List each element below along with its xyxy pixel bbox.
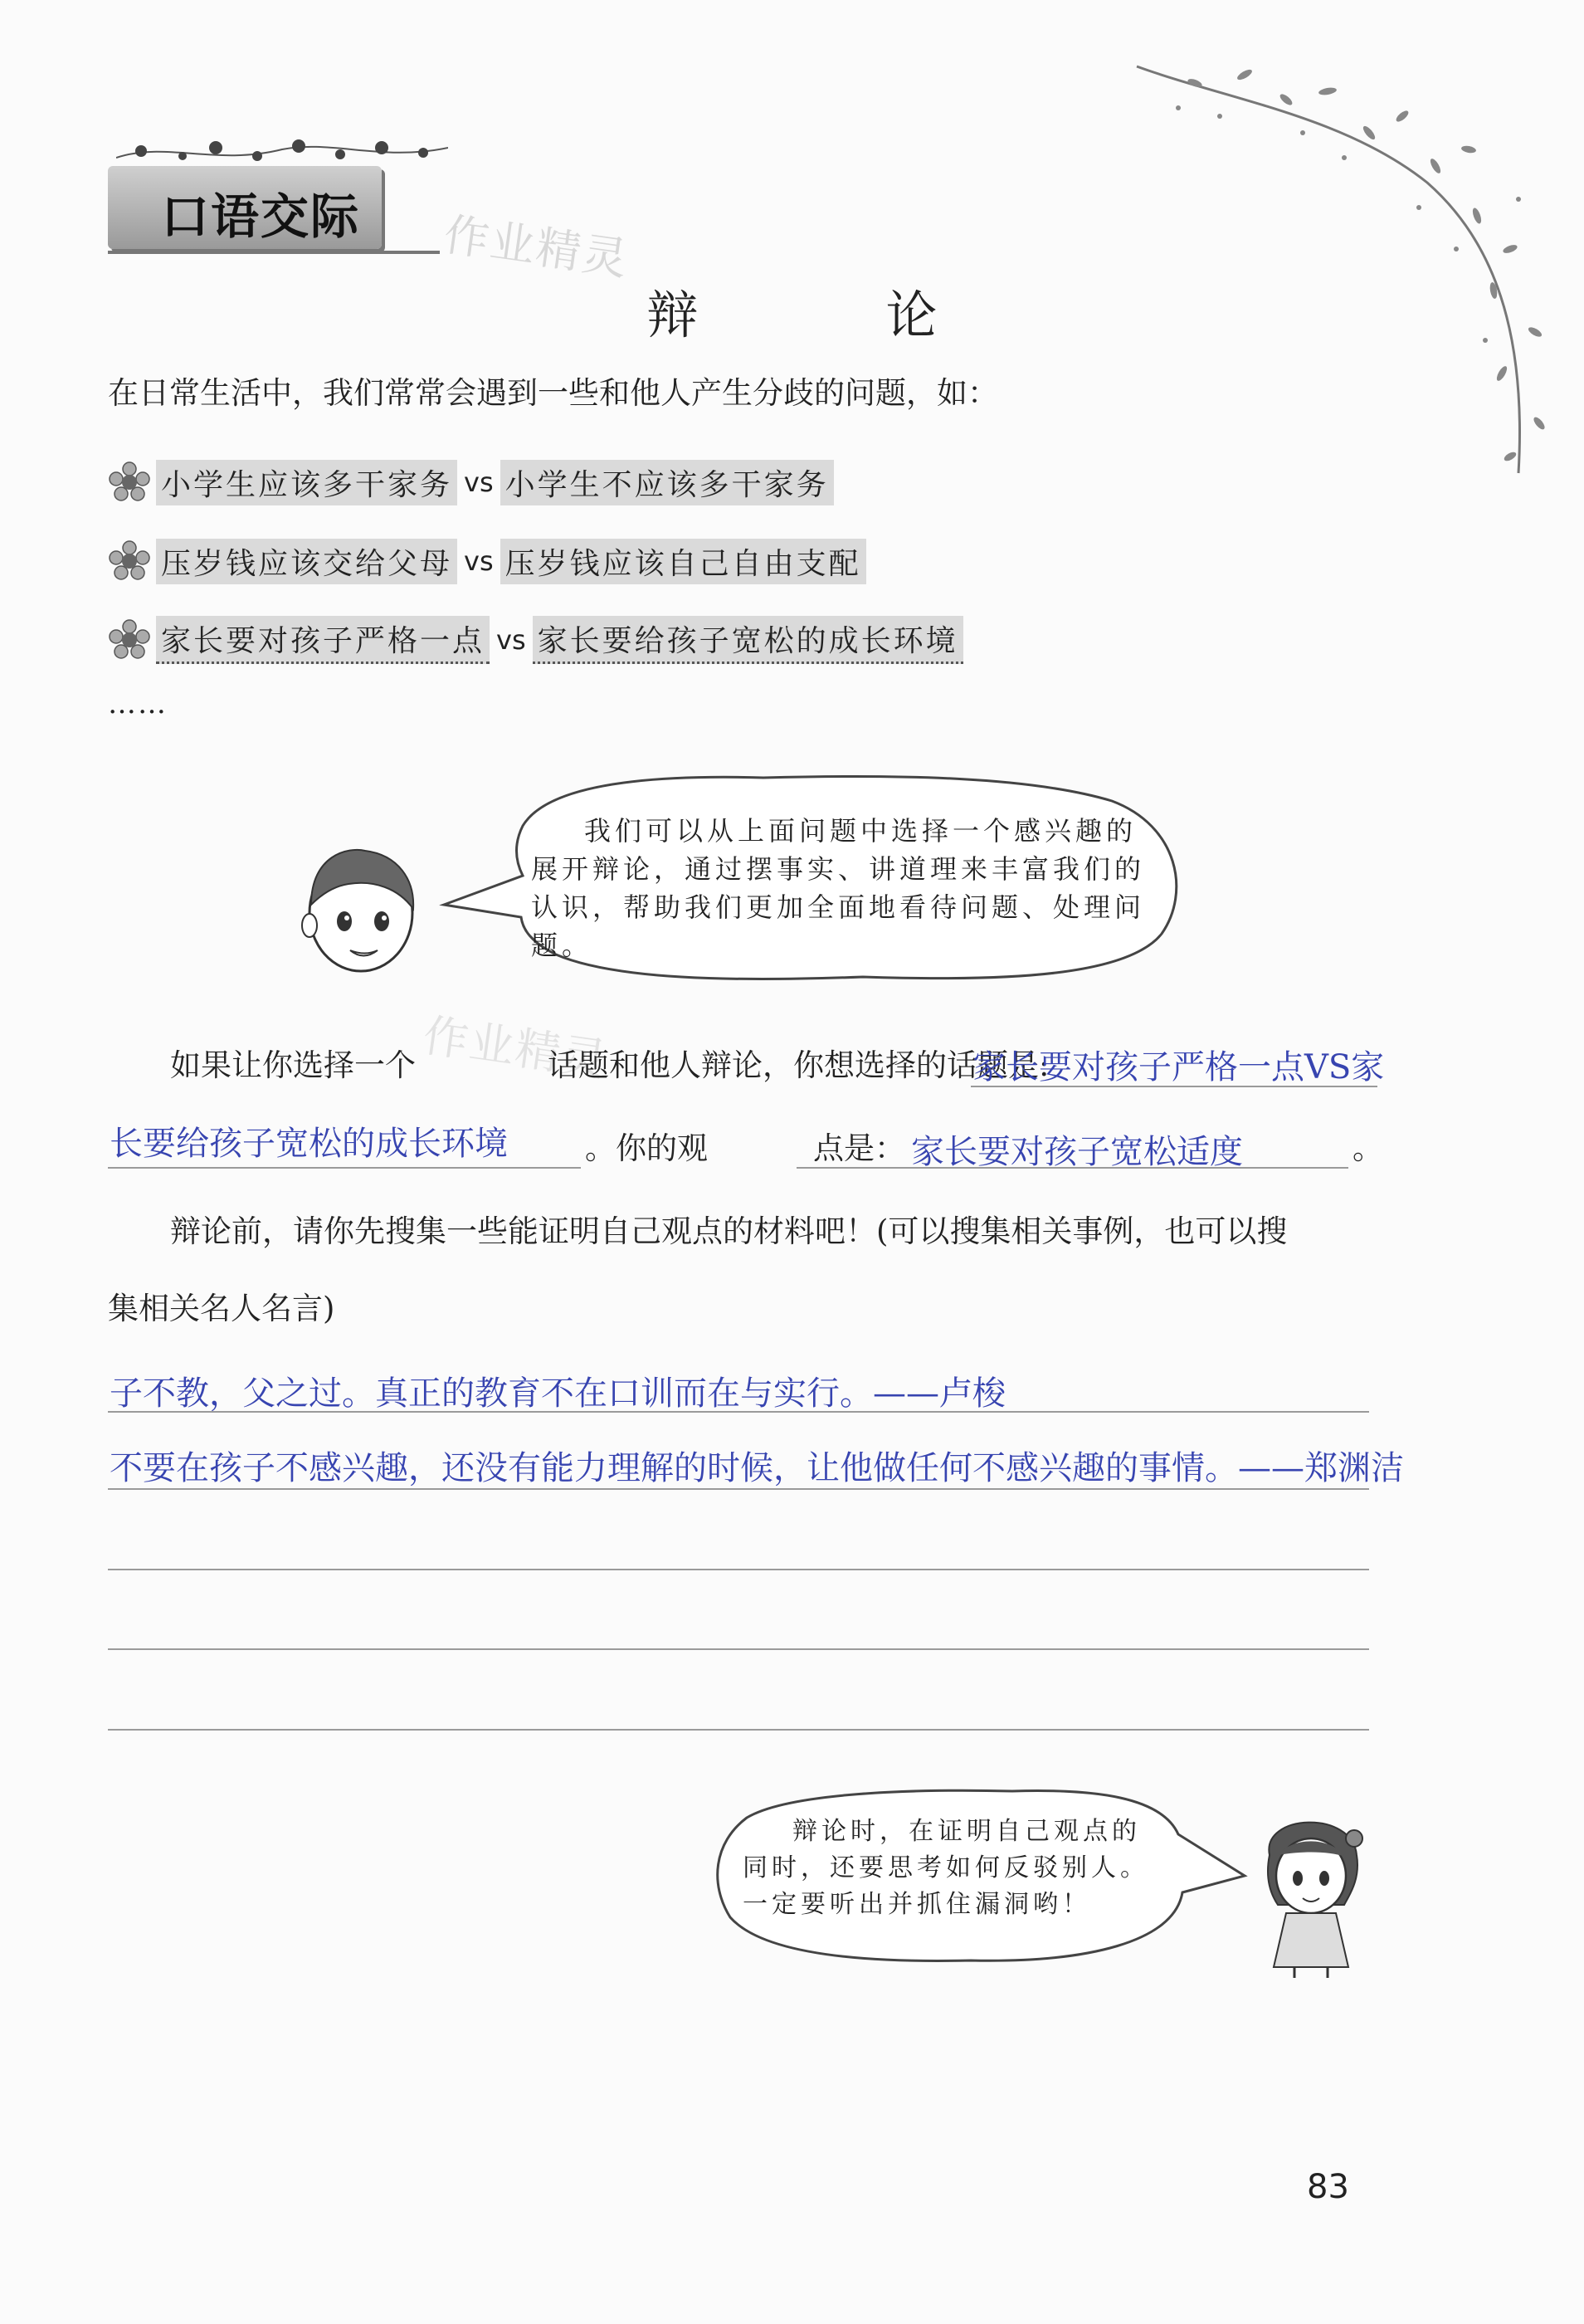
section-banner	[108, 166, 382, 249]
flower-icon	[108, 461, 151, 504]
topic-row	[108, 617, 963, 663]
answer-blank-line	[108, 1411, 1369, 1413]
bubble-line: 同时，还要思考如何反驳别人。	[743, 1853, 1149, 1882]
ellipsis: ……	[108, 687, 168, 720]
vs-label: vs	[464, 466, 494, 498]
answer-blank-line	[108, 1648, 1369, 1650]
topic-left: 家长要对孩子严格一点	[156, 616, 490, 664]
topic-left: 压岁钱应该交给父母	[156, 539, 457, 584]
banner-underline	[108, 251, 440, 254]
question-text: 。你的观	[585, 1130, 708, 1166]
bubble-line: 认识，帮助我们更加全面地看待问题、处理问题。	[531, 891, 1146, 961]
question-text: 话题和他人辩论，你想选择的话题是:	[548, 1047, 1050, 1083]
question-text: 点是：	[813, 1130, 905, 1166]
answer-blank-line	[108, 1569, 1369, 1570]
girl-illustration	[1245, 1805, 1377, 1980]
question-text: 如果让你选择一个	[170, 1047, 416, 1083]
question-text: 集相关名人名言)	[108, 1291, 335, 1326]
flower-icon	[108, 540, 151, 583]
watermark: 作业精灵	[420, 1008, 612, 1087]
handwritten-answer: 子不教，父之过。真正的教育不在口训而在与实行。——卢梭	[110, 1374, 1006, 1413]
speech-bubble-text	[531, 812, 1162, 964]
topic-right: 小学生不应该多干家务	[500, 460, 834, 505]
question-text: 。	[1352, 1130, 1383, 1166]
bubble-line: 辩论时，在证明自己观点的	[792, 1817, 1141, 1846]
vs-label: vs	[496, 624, 526, 656]
answer-blank-line	[108, 1167, 581, 1169]
speech-bubble-text	[743, 1814, 1191, 1923]
topic-left: 小学生应该多干家务	[156, 460, 457, 505]
answer-blank-line	[108, 1729, 1369, 1731]
topic-right: 压岁钱应该自己自由支配	[500, 539, 866, 584]
handwritten-answer: 家长要对孩子严格一点VS家	[972, 1048, 1385, 1086]
page-number: 83	[1307, 2168, 1349, 2206]
watermark: 作业精灵	[441, 208, 632, 286]
bubble-line: 我们可以从上面问题中选择一个感兴趣的	[584, 815, 1138, 847]
flower-icon	[108, 618, 151, 662]
topic-right: 家长要给孩子宽松的成长环境	[533, 616, 963, 664]
handwritten-answer: 家长要对孩子宽松适度	[911, 1133, 1243, 1171]
bubble-line: 展开辩论，通过摆事实、讲道理来丰富我们的	[531, 853, 1146, 885]
topic-row	[108, 538, 866, 584]
page-title: 辩 论	[646, 285, 1006, 345]
handwritten-answer: 不要在孩子不感兴趣，还没有能力理解的时候，让他做任何不感兴趣的事情。——郑渊洁	[110, 1449, 1404, 1487]
boy-illustration	[299, 838, 423, 996]
topic-row	[108, 459, 834, 505]
question-text: 辩论前，请你先搜集一些能证明自己观点的材料吧！(可以搜集相关事例，也可以搜	[170, 1213, 1288, 1249]
vs-label: vs	[464, 545, 494, 577]
answer-blank-line	[108, 1488, 1369, 1490]
intro-paragraph: 在日常生活中，我们常常会遇到一些和他人产生分歧的问题，如：	[108, 375, 998, 411]
banner-flower-decoration	[116, 133, 448, 170]
section-label: 口语交际	[161, 188, 361, 245]
handwritten-answer: 长要给孩子宽松的成长环境	[110, 1125, 508, 1163]
bubble-line: 一定要听出并抓住漏洞哟！	[743, 1890, 1091, 1919]
